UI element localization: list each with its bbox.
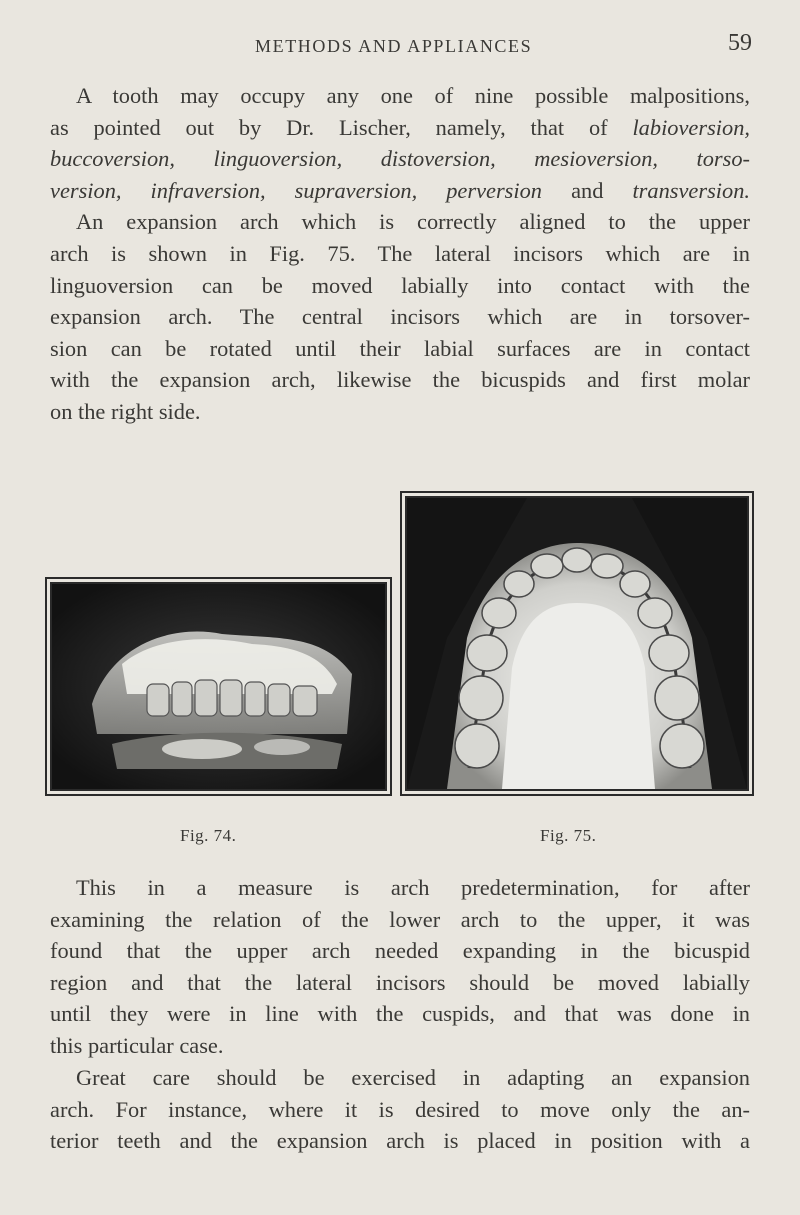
text-line: found that the upper arch needed expanding in the bicuspid <box>50 938 750 964</box>
text-line: Great care should be exercised in adapting an expansion <box>76 1065 750 1090</box>
text-line: A tooth may occupy any one of nine possible malpositions, <box>76 83 750 108</box>
text-line: linguoversion can be moved labially into contact with the <box>50 272 750 298</box>
text-line: with the expansion arch, likewise the bicuspids and first molar <box>50 367 750 393</box>
text-line: arch is shown in Fig. 75. The lateral incisors which are in <box>50 240 750 266</box>
text-line: on the right side. <box>50 398 201 424</box>
text-line: This in a measure is arch predetermination, for after <box>76 875 750 900</box>
page-number: 59 <box>728 30 752 56</box>
text-line: arch. For instance, where it is desired to move only the an- <box>50 1096 750 1122</box>
text-line: examining the relation of the lower arch to the upper, it was <box>50 906 750 932</box>
text-line: An expansion arch which is correctly aligned to the upper <box>76 209 750 235</box>
paragraph-malpositions <box>50 80 750 428</box>
paragraph-arch-predetermination <box>50 872 750 1062</box>
text-line: expansion arch. The central incisors which are in torsover- <box>50 304 750 330</box>
figure-75-photo <box>405 496 749 791</box>
upper-arch-occlusal-view-image <box>407 498 747 789</box>
text-line: sion can be rotated until their labial surfaces are in contact <box>50 335 750 361</box>
figure-74-photo <box>50 582 387 791</box>
text-line: as pointed out by Dr. Lischer, namely, that of labioversion, <box>50 114 750 140</box>
figure-75-caption: Fig. 75. <box>540 826 597 845</box>
text-line: version, infraversion, supraversion, perversion and transversion. <box>50 177 751 203</box>
text-line: terior teeth and the expansion arch is placed in position with a <box>50 1128 750 1154</box>
dental-cast-side-view-image <box>52 584 385 789</box>
running-title: METHODS AND APPLIANCES <box>255 36 533 56</box>
text-line: region and that the lateral incisors should be moved labially <box>50 969 750 995</box>
text-line: buccoversion, linguoversion, distoversion, mesioversion, torso- <box>50 146 750 172</box>
paragraph-great-care <box>50 1062 750 1157</box>
text-line: this particular case. <box>50 1032 224 1058</box>
figure-74-caption: Fig. 74. <box>180 826 237 845</box>
text-line: until they were in line with the cuspids, and that was done in <box>50 1001 750 1027</box>
